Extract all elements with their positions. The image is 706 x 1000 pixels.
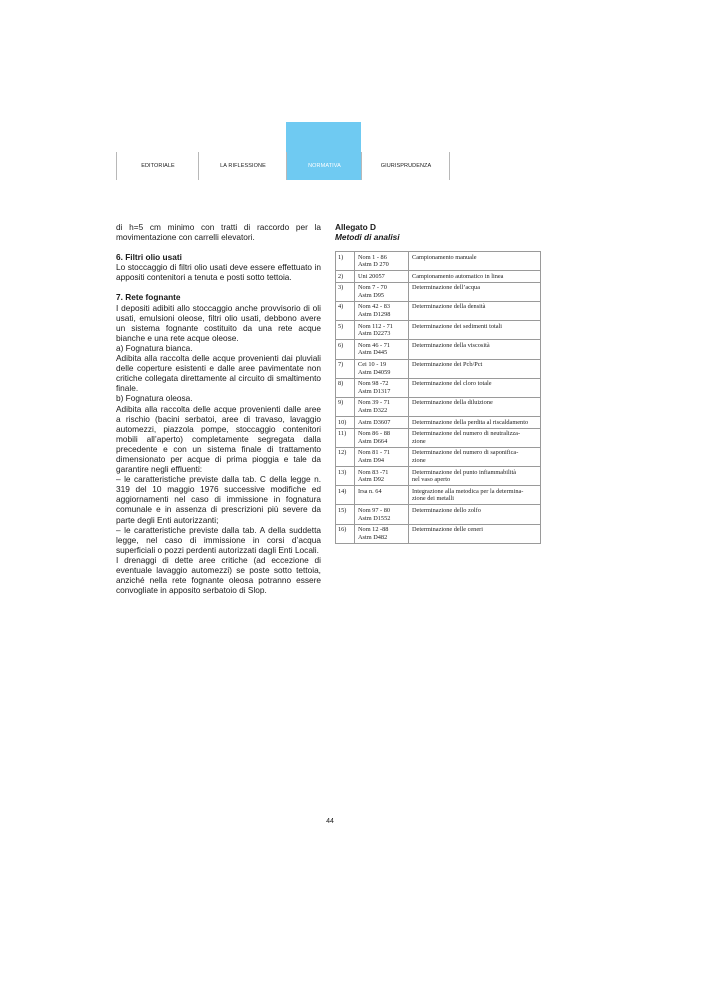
table-body xyxy=(336,252,541,544)
table-row xyxy=(336,524,541,543)
norm-code: Nom 86 - 88 Astm D664 xyxy=(355,428,409,447)
method-description: Determinazione delle ceneri xyxy=(409,524,541,543)
nav-item-label: EDITORIALE xyxy=(141,163,175,169)
table-row xyxy=(336,447,541,466)
table-row xyxy=(336,282,541,301)
method-description: Determinazione dei Pcb/Pct xyxy=(409,359,541,378)
intro-paragraph: di h=5 cm minimo con tratti di raccordo per la movimentazione con carrelli elevatori. xyxy=(116,222,321,243)
table-row xyxy=(336,486,541,505)
method-description: Determinazione della viscosità xyxy=(409,340,541,359)
method-description: Determinazione del numero di neutralizza- zione xyxy=(409,428,541,447)
method-description: Determinazione del numero di saponifica- zione xyxy=(409,447,541,466)
norm-code: Nom 12 -88 Astm D482 xyxy=(355,524,409,543)
page-number: 44 xyxy=(326,818,334,825)
norm-code: Nom 112 - 71 Astm D2273 xyxy=(355,321,409,340)
row-number: 1) xyxy=(336,252,355,271)
method-description: Determinazione del cloro totale xyxy=(409,378,541,397)
nav-item-la-riflessione[interactable] xyxy=(198,152,287,180)
method-description: Determinazione dello zolfo xyxy=(409,505,541,524)
norm-code: Uni 20057 xyxy=(355,271,409,283)
analysis-methods-table xyxy=(335,251,541,544)
method-description: Determinazione del punto infiammabilità nel vaso aperto xyxy=(409,467,541,486)
allegato-subtitle: Metodi di analisi xyxy=(335,232,400,242)
row-number: 10) xyxy=(336,417,355,429)
table-row xyxy=(336,417,541,429)
norm-code: Nom 1 - 86 Astm D 270 xyxy=(355,252,409,271)
norm-code: Nom 97 - 80 Astm D1552 xyxy=(355,505,409,524)
right-column xyxy=(335,222,541,544)
row-number: 4) xyxy=(336,301,355,320)
subsection-a-heading: a) Fognatura bianca. xyxy=(116,342,193,353)
dash-item-2: – le caratteristiche previste dalla tab. A della suddetta legge, nel caso di immissione in corsi d’acqua superficiali o pozzi perdenti autorizzati dagli Enti Locali. xyxy=(116,524,321,555)
table-row xyxy=(336,301,541,320)
nav-item-giurisprudenza[interactable] xyxy=(361,152,450,180)
row-number: 14) xyxy=(336,486,355,505)
norm-code: Nom 98 -72 Astm D1317 xyxy=(355,378,409,397)
nav-divider xyxy=(449,152,450,180)
section-7-intro: I depositi adibiti allo stoccaggio anche provvisorio di oli usati, emulsioni oleose, filtri olio usati, debbono avere un sistema fognante costituito da una rete acque bianche e una rete acque oleose. xyxy=(116,302,321,343)
table-row xyxy=(336,321,541,340)
row-number: 7) xyxy=(336,359,355,378)
dash-item-1: – le caratteristiche previste dalla tab. C della legge n. 319 del 10 maggio 1976 successive modifiche ed aggiornamenti nel caso di immissione in fognatura comunale e in assenza di prescrizioni più severe da parte degli Enti autorizzanti; xyxy=(116,474,321,525)
table-row xyxy=(336,505,541,524)
nav-item-normativa[interactable] xyxy=(286,152,362,180)
norm-code: Nom 46 - 71 Astm D445 xyxy=(355,340,409,359)
closing-paragraph: I drenaggi di dette aree critiche (ad eccezione di eventuale lavaggio automezzi) se poste sotto tettoia, anziché nella rete fognante oleosa potranno essere convogliate in apposito serbatoio di Slop. xyxy=(116,554,321,596)
section-6-heading: 6. Filtri olio usati xyxy=(116,252,182,263)
method-description: Integrazione alla metodica per la determina- zione dei metalli xyxy=(409,486,541,505)
norm-code: Irsa n. 64 xyxy=(355,486,409,505)
table-row xyxy=(336,271,541,283)
row-number: 12) xyxy=(336,447,355,466)
method-description: Determinazione della perdita al riscaldamento xyxy=(409,417,541,429)
nav-item-label: GIURISPRUDENZA xyxy=(380,163,432,169)
section-7-heading: 7. Rete fognante xyxy=(116,292,181,303)
norm-code: Cei 10 - 19 Astm D4059 xyxy=(355,359,409,378)
section-nav xyxy=(116,152,450,180)
method-description: Determinazione dei sedimenti totali xyxy=(409,321,541,340)
row-number: 13) xyxy=(336,467,355,486)
method-description: Campionamento manuale xyxy=(409,252,541,271)
nav-item-label: NORMATIVA xyxy=(308,163,341,169)
method-description: Campionamento automatico in linea xyxy=(409,271,541,283)
table-row xyxy=(336,252,541,271)
table-row xyxy=(336,397,541,416)
norm-code: Nom 83 -71 Astm D92 xyxy=(355,467,409,486)
subsection-b-heading: b) Fognatura oleosa. xyxy=(116,393,193,404)
row-number: 5) xyxy=(336,321,355,340)
row-number: 15) xyxy=(336,505,355,524)
method-description: Determinazione dell’acqua xyxy=(409,282,541,301)
table-row xyxy=(336,378,541,397)
row-number: 3) xyxy=(336,282,355,301)
row-number: 9) xyxy=(336,397,355,416)
row-number: 8) xyxy=(336,378,355,397)
method-description: Determinazione della densità xyxy=(409,301,541,320)
subsection-a-text: Adibita alla raccolta delle acque provenienti dai pluviali delle coperture esistenti e dalle aree pavimentate non critiche collegata direttamente al circuito di smaltimento finale. xyxy=(116,353,321,394)
left-column xyxy=(116,222,321,595)
nav-item-label: LA RIFLESSIONE xyxy=(220,163,266,169)
norm-code: Nom 7 - 70 Astm D95 xyxy=(355,282,409,301)
subsection-b-text: Adibita alla raccolta delle acque provenienti dalle aree a rischio (bacini serbatoi, aree di travaso, lavaggio automezzi, piazzola pompe, stoccaggio contenitori mobili all’aperto) completamente segregata dalla precedente e con un sistema finale di trattamento dimensionato per acque di prima pioggia e tale da garantire negli effluenti: xyxy=(116,403,321,475)
row-number: 6) xyxy=(336,340,355,359)
row-number: 2) xyxy=(336,271,355,283)
norm-code: Nom 39 - 71 Astm D322 xyxy=(355,397,409,416)
row-number: 16) xyxy=(336,524,355,543)
norm-code: Nom 42 - 83 Astm D1298 xyxy=(355,301,409,320)
method-description: Determinazione della diluizione xyxy=(409,397,541,416)
allegato-title: Allegato D xyxy=(335,222,377,232)
row-number: 11) xyxy=(336,428,355,447)
norm-code: Nom 81 - 71 Astm D94 xyxy=(355,447,409,466)
norm-code: Astm D3607 xyxy=(355,417,409,429)
nav-item-editoriale[interactable] xyxy=(116,152,199,180)
section-6-text: Lo stoccaggio di filtri olio usati deve essere effettuato in appositi contenitori a tenuta e posti sotto tettoia. xyxy=(116,262,321,283)
table-row xyxy=(336,467,541,486)
table-row xyxy=(336,340,541,359)
table-row xyxy=(336,428,541,447)
table-row xyxy=(336,359,541,378)
